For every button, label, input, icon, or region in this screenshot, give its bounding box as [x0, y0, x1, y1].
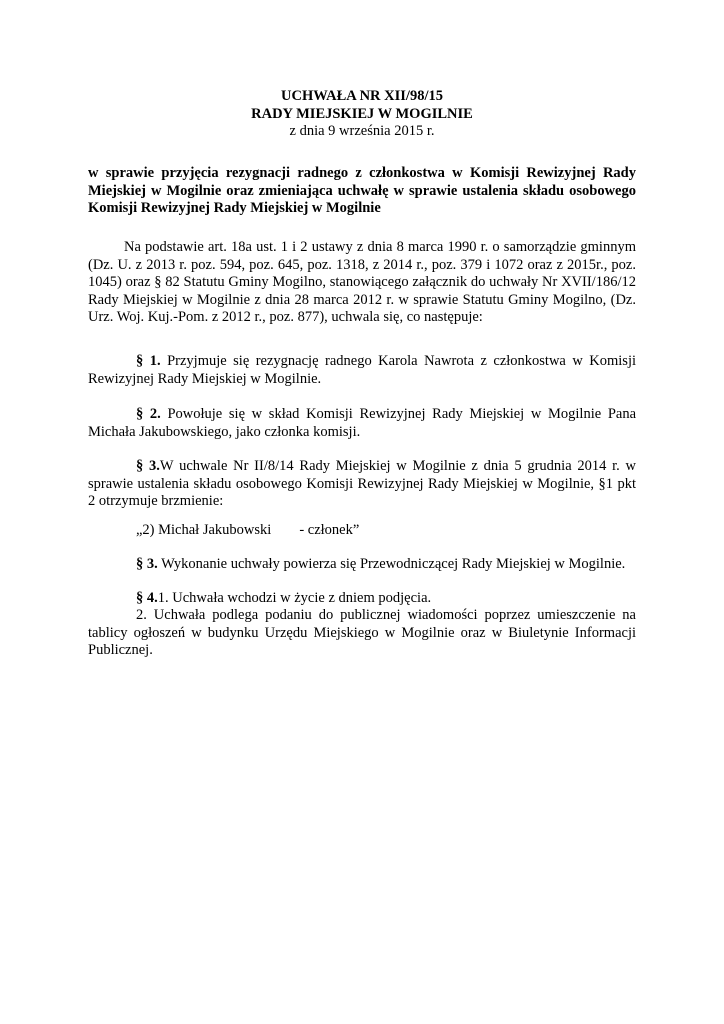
legal-basis-paragraph: Na podstawie art. 18a ust. 1 i 2 ustawy z dnia 8 marca 1990 r. o samorządzie gminnym (Dz. U. z 2013 r. poz. 594, poz. 645, poz. 1318, z 2014 r., poz. 379 i 1072 oraz z 2015r., poz. 1045) oraz § 82 Statutu Gminy Mogilno, stanowiącego załącznik do uchwały Nr XVII/186/12 Rady Miejskiej w Mogilnie z dnia 28 marca 2012 r. w sprawie Statutu Gminy Mogilno, (Dz. Urz. Woj. Kuj.-Pom. z 2012 r., poz. 877), uchwala się, co następuje:	[88, 239, 636, 326]
resolution-header	[88, 88, 636, 141]
amended-entry-role: - członek”	[299, 522, 360, 538]
section-3-amendment-text: W uchwale Nr II/8/14 Rady Miejskiej w Mogilnie z dnia 5 grudnia 2014 r. w sprawie ustalenia składu osobowego Komisji Rewizyjnej Rady Miejskiej w Mogilnie, §1 pkt 2 otrzymuje brzmienie:	[88, 458, 637, 510]
section-3-execution-paragraph	[88, 556, 636, 574]
section-3-amendment-mark: § 3.	[136, 458, 160, 474]
amended-entry	[88, 522, 636, 540]
section-4-mark: § 4.	[136, 590, 158, 606]
resolution-subject: w sprawie przyjęcia rezygnacji radnego z członkostwa w Komisji Rewizyjnej Rady Miejskiej w Mogilnie oraz zmieniająca uchwałę w sprawie ustalenia składu osobowego Komisji Rewizyjnej Rady Miejskiej w Mogilnie	[88, 165, 636, 217]
issuing-body: RADY MIEJSKIEJ W MOGILNIE	[251, 105, 473, 122]
section-1-text: Przyjmuje się rezygnację radnego Karola Nawrota z członkostwa w Komisji Rewizyjnej Rady Miejskiej w Mogilnie.	[88, 353, 637, 387]
section-4-point-2-paragraph: 2. Uchwała podlega podaniu do publicznej wiadomości poprzez umieszczenie na tablicy ogłoszeń w budynku Urzędu Miejskiego w Mogilnie oraz w Biuletynie Informacji Publicznej.	[88, 607, 636, 659]
amended-entry-name: „2) Michał Jakubowski	[136, 522, 272, 538]
section-4-point-1: 1. Uchwała wchodzi w życie z dniem podjęcia.	[157, 590, 432, 606]
section-1-mark: § 1.	[136, 353, 161, 369]
resolution-title: UCHWAŁA NR XII/98/15	[281, 88, 443, 104]
resolution-date: z dnia 9 września 2015 r.	[289, 123, 435, 140]
section-2-text: Powołuje się w skład Komisji Rewizyjnej Rady Miejskiej w Mogilnie Pana Michała Jakubowskiego, jako członka komisji.	[88, 406, 637, 440]
section-3-execution-text: Wykonanie uchwały powierza się Przewodniczącej Rady Miejskiej w Mogilnie.	[157, 556, 626, 572]
section-1-paragraph	[88, 353, 636, 388]
section-3-execution-mark: § 3.	[136, 556, 158, 572]
section-2-paragraph	[88, 406, 636, 441]
section-2-mark: § 2.	[136, 406, 161, 422]
section-4-paragraph	[88, 590, 636, 608]
section-3-amendment-paragraph	[88, 458, 636, 511]
